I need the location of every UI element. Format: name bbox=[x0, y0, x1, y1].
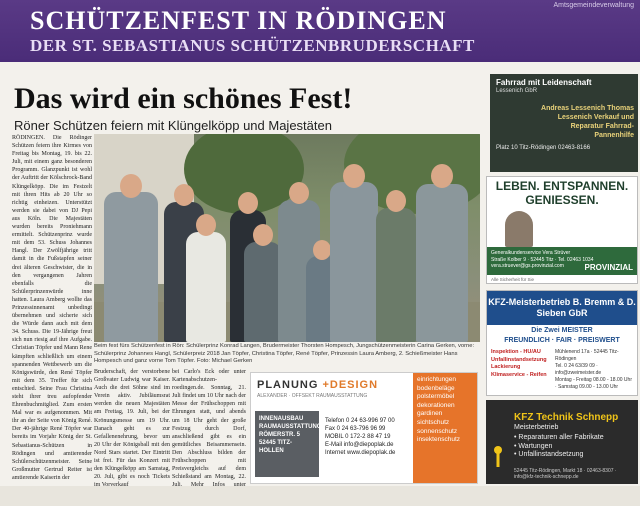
ad-planung-mobil: MOBIL 0 172-2 88 47 19 bbox=[325, 434, 391, 440]
article-column-1: RÖDINGEN. Die Rödinger Schützen feiern ihre Kirmes von Freitag bis Montag, 19. bis 22. Juli, mit einem ganz besonderen Programm. Glanzpunkt ist wohl der Auftritt der Kölschrock-Band Klüngelköpp. Die im Festzelt mit ihren Hits ab 20 Uhr so richtig einheizen. Unterstützt werden sie dabei von DJ Pepi aus Köln. Die Majestäten wurden bereits Proniehmann ermittelt. Schützenprinz wurde mit dem 53. Schuss Johannes Hangl. Der Zwölfjährige tritt damit in die Fußstapfen seiner drei älteren Geschwister, die in den vergangenen Jahren ebenfalls die Schülerprinzenwürde inne hatten. Laura Amberg wollte das Prinzessinnenamt unbedingt übernehmen und sicherte sich die Würde dann auch mit dem 34. Schuss. Die 19-Jährige freut sich nun riesig auf ihre Aufgabe. Christian Töpfer und Mann Rene kämpften schließlich um einem spannenden Wettbewerb um die Königswürde, den René Töpfer mit dem 35. Treffer für sich entschied. Seine Frau Christina steht ihrer treu aufopfender Ehrenbuchmitglied. Zum ersten Mal war es aufgenommen. Mit ihr an der Seite von König René. Der 40-jährige René Töpfer war bereits im Vorjahr König der St. Sebastianus-Schützen in Rödingen und amtierender Schülerschützenmeister. Seine Großmutter Gertrud Reiter ist amtierende Kaiserin der bbox=[12, 135, 92, 481]
ad3-slogan: FREUNDLICH · FAIR · PREISWERT bbox=[504, 337, 620, 344]
photo-person bbox=[330, 182, 378, 342]
photo-person bbox=[104, 192, 158, 342]
ad1-names: Andreas Lessenich Thomas Lessenich Verkauf und Reparatur Fahrrad-Pannenhilfe bbox=[541, 105, 634, 139]
ad3-title: KFZ-Meisterbetrieb B. Bremm & D. Sieben GbR bbox=[487, 291, 637, 325]
header-topline: Amtsgemeindeverwaltung bbox=[553, 2, 634, 9]
ad3-hours: Montag - Freitag 08.00 - 18.00 Uhr · Samstag 09.00 - 13.00 Uhr bbox=[555, 377, 632, 390]
ad2-email: vera.struever@gs.provinzial.com bbox=[491, 263, 564, 269]
ad3-info bbox=[555, 349, 635, 391]
service-item: bodenbeläge bbox=[417, 384, 455, 392]
ad4-services bbox=[514, 434, 634, 460]
service-item: Lackierung bbox=[491, 364, 521, 370]
ad2-slogan: LEBEN. ENTSPANNEN. GENIESSEN. bbox=[495, 179, 629, 207]
service-item: polstermöbel bbox=[417, 393, 455, 401]
ad3-address: Mühlenend 17a · 52445 Titz-Rödingen bbox=[555, 349, 619, 362]
ad-kfz-schnepp bbox=[486, 400, 638, 484]
service-item: dekorationen bbox=[417, 401, 455, 409]
ad-planung-fax: Fax 0 24 63-796 96 99 bbox=[325, 426, 386, 432]
ad-planung-tel: Telefon 0 24 63-996 97 00 bbox=[325, 418, 395, 424]
photo-person bbox=[186, 232, 226, 342]
ad2-agent bbox=[491, 250, 593, 270]
ad1-title: Fahrrad mit Leidenschaft bbox=[496, 78, 592, 87]
service-item: • Unfallinstandsetzung bbox=[514, 451, 584, 459]
service-item: Klimaservice - Reifen bbox=[491, 371, 547, 378]
page-bottom-strip bbox=[0, 486, 640, 506]
ad-planung-email: E-Mail info@diepoplak.de bbox=[325, 442, 394, 448]
photo-person bbox=[244, 242, 282, 342]
ad-planung-services bbox=[413, 373, 477, 483]
ad2-contact-bar bbox=[487, 247, 637, 275]
agent-portrait bbox=[505, 211, 533, 247]
service-item: sonnenschutz bbox=[417, 427, 458, 435]
ad-planung-address-box: INNENAUSBAU RAUMAUSSTATTUNG RÖMERSTR. 5 52445 TITZ-HOLLEN bbox=[255, 411, 319, 477]
photo-person bbox=[376, 208, 416, 342]
service-item: Inspektion - HU/AU bbox=[491, 349, 541, 355]
ad4-title: KFZ Technik Schnepp bbox=[514, 412, 619, 423]
ad2-foot: Alle Sicherheit für Sie bbox=[491, 277, 535, 282]
service-item: einrichtungen bbox=[417, 376, 457, 383]
provinzial-logo: PROVINZIAL bbox=[584, 263, 633, 272]
ad-planung-contacts bbox=[325, 417, 411, 457]
ad4-subtitle: Meisterbetrieb bbox=[514, 424, 559, 431]
ad-planung-design bbox=[250, 372, 478, 484]
ad-planung-web: Internet www.diepoplak.de bbox=[325, 450, 396, 456]
newspaper-header-banner bbox=[0, 0, 640, 62]
ad-fahrrad-lessenich bbox=[490, 74, 638, 172]
article-column-3: bei Carlo's Eck oder unter Kartenabschutzen-roedingen.de. Sonntag, 21. Juli findet um 10 Uhr nach der Messe der Frühschoppen mit Ehrungen statt, und abends um 18 Uhr geht der große Festzug durch Dorf, anschließend gibt es ein gemütliches Beisammensein. Den Abschluss bilden der Frühschoppen mit Preisvergleichs auf dem Schießstand am Montag, 22. bbox=[172, 369, 246, 481]
article-subline: Röner Schützen feiern mit Klüngelköpp und Majestäten bbox=[14, 118, 332, 133]
photo-caption: Beim fest fürs Schützenfest in Rön: Schülerprinz Konrad Langen, Brudermeister Thorsten Hompesch, Jungschützenmeisterin Carina Gerken, vorne: Schülerprinz Johannes Hangl, Schülerpreiz 2018 Jan Töpfer, Christina Töpfer, René Töpfer, Prinzessin Laura Amberg, 2. Schießmeister Hans Hompesch und ganz vorne Tom Töpfer. Foto: Michael Gerken bbox=[94, 343, 475, 364]
service-item: • Reparaturen aller Fabrikate bbox=[514, 434, 604, 441]
header-subtitle: DER ST. SEBASTIANUS SCHÜTZENBRUDERSCHAFT bbox=[30, 36, 475, 55]
service-item: sichtschutz bbox=[417, 418, 450, 426]
logo-word: PLANUNG bbox=[257, 379, 319, 391]
article-headline: Das wird ein schönes Fest! bbox=[14, 82, 353, 115]
ad2-agent-name: Generalkundenservice Vera Strüver bbox=[491, 250, 571, 256]
ad3-services bbox=[491, 349, 553, 379]
header-title: SCHÜTZENFEST IN RÖDINGEN bbox=[30, 6, 447, 35]
service-item: Unfallinstandsetzung bbox=[491, 356, 547, 363]
ad-kfz-bremm-sieben bbox=[486, 290, 638, 396]
ad3-contact: Tel. 0 24 63/39 09 · info@zweimeister.de bbox=[555, 363, 602, 376]
ad-planung-logo bbox=[257, 379, 378, 391]
photo-person bbox=[416, 184, 468, 342]
ad1-company: Lessenich GbR bbox=[496, 88, 538, 94]
logo-accent: +DESIGN bbox=[322, 379, 379, 391]
service-item: gardinen bbox=[417, 410, 443, 418]
group-photo bbox=[94, 134, 480, 342]
article-column-2: Bruderschaft, der verstorbene Großvater Ludwig war Kaiser. Auch die drei Söhne sind im Verein aktiv. Jubiläumsrat werden die neuen Majestäten am Freitag, 19. Juli, bei der Krönungsmesse um 19 Uhr. Danach geht es zur Gefallenenehrung, bevor um 20 Uhr der Königsball mit den Nord Stars startet. Der Eintritt ist frei. Für das Konzert mit den Klüngelköpp am Samstag, 20. Juli, gibt es noch Tickets bbox=[94, 369, 170, 481]
wrench-icon bbox=[492, 446, 504, 468]
ad1-address: Platz 10 Titz-Rödingen 02463-8166 bbox=[496, 145, 591, 151]
service-item: insektenschutz bbox=[417, 436, 460, 444]
ad2-address: Straße Kolber 9 · 52445 Titz · Tel. 02463 1034 bbox=[491, 256, 594, 263]
ad3-badge: Die Zwei MEISTER bbox=[531, 327, 593, 334]
service-item: • Wartungen bbox=[514, 442, 553, 450]
ad-provinzial bbox=[486, 176, 638, 284]
ad4-foot: 52445 Titz-Rödingen, Markt 18 · 02463-8307 · info@kfz-technik-schnepp.de bbox=[514, 468, 617, 480]
ad-planung-logo-sub: ALEXANDER · OFFSEKT RAUMAUSSTATTUNG bbox=[257, 393, 368, 399]
